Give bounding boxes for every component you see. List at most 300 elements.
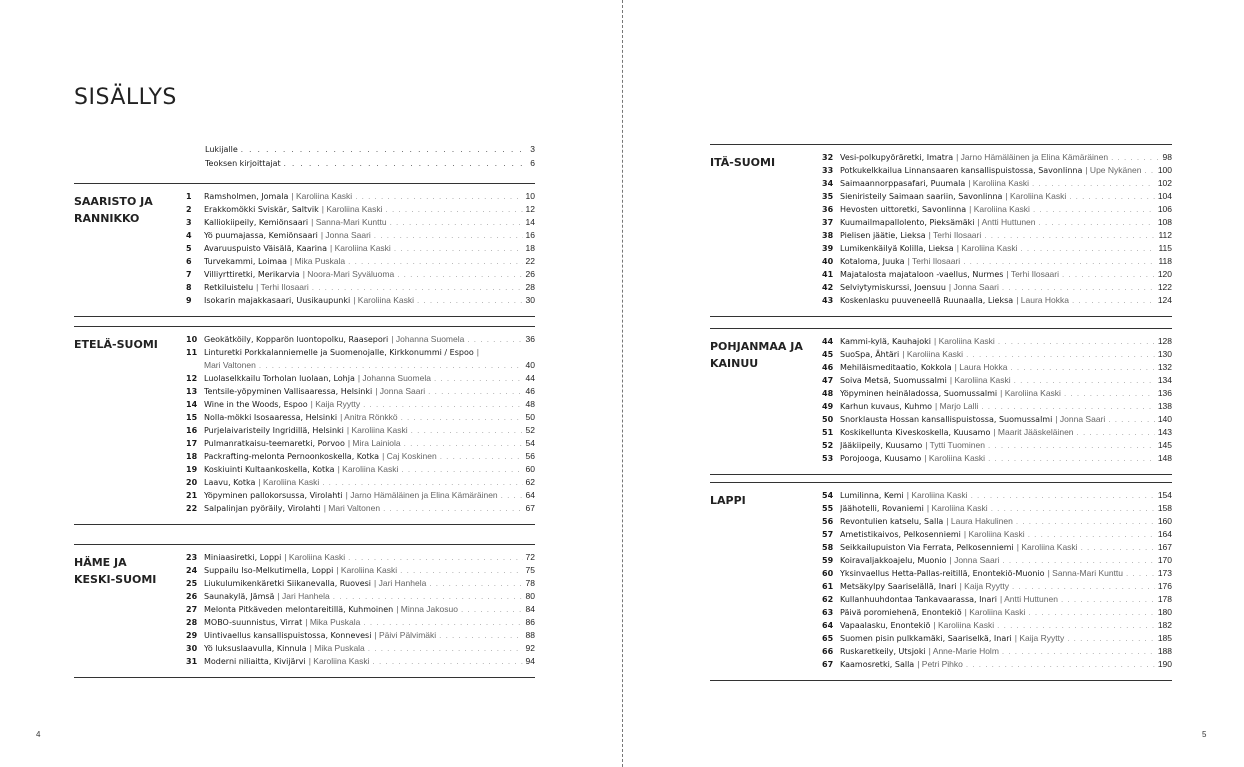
entry-title: MOBO-suunnistus, Virrat [204, 618, 303, 627]
toc-entry[interactable] [822, 229, 1172, 242]
entry-page: 86 [525, 617, 535, 627]
entry-number: 36 [822, 205, 834, 214]
entry-number: 31 [186, 657, 198, 666]
toc-entry[interactable] [186, 359, 535, 372]
entry-page: 104 [1157, 191, 1172, 201]
entry-title: Porojooga, Kuusamo [840, 454, 922, 463]
toc-entry[interactable] [186, 372, 535, 385]
intro-list [205, 142, 535, 170]
section-rule [74, 524, 535, 525]
entry-number: 8 [186, 283, 192, 292]
entry-title: Ruskaretkeily, Utsjoki [840, 647, 926, 656]
entry-author: | Karoliina Kaski [1005, 191, 1067, 201]
entry-page: 145 [1157, 440, 1172, 450]
entry-page: 88 [525, 630, 535, 640]
entry-page: 78 [525, 578, 535, 588]
section-title: ETELÄ-SUOMI [74, 338, 158, 351]
entry-page: 30 [525, 295, 535, 305]
toc-entry[interactable] [822, 567, 1172, 580]
entry-author: | Anitra Rönkkö [340, 412, 398, 422]
entry-title: Saimaannorppasafari, Puumala [840, 179, 966, 188]
entry-number: 11 [186, 348, 198, 357]
toc-entry[interactable] [186, 603, 535, 616]
entry-title: Avaruuspuisto Väisälä, Kaarina [204, 244, 328, 253]
toc-entry[interactable] [822, 426, 1172, 439]
entry-page: 176 [1157, 581, 1172, 591]
entry-number: 51 [822, 428, 834, 437]
entry-number: 49 [822, 402, 834, 411]
toc-entry[interactable] [822, 645, 1172, 658]
entry-number: 54 [822, 491, 834, 500]
entry-number: 44 [822, 337, 834, 346]
entry-title: Snorklausta Hossan kansallispuistossa, Suomussalmi [840, 415, 1053, 424]
entry-author: | Karoliina Kaski [933, 620, 995, 630]
toc-entry[interactable] [822, 413, 1172, 426]
entry-author: | Karoliina Kaski [902, 349, 964, 359]
entry-page: 67 [525, 503, 535, 513]
toc-entry[interactable] [822, 580, 1172, 593]
entry-author: | Karoliina Kaski [906, 490, 968, 500]
toc-entry[interactable] [186, 411, 535, 424]
entry-page: 102 [1157, 178, 1172, 188]
toc-entry[interactable] [822, 348, 1172, 361]
entry-page: 48 [525, 399, 535, 409]
entry-page: 46 [525, 386, 535, 396]
entry-page: 138 [1157, 401, 1172, 411]
toc-entry[interactable] [186, 655, 535, 668]
entry-author: | Karoliina Kaski [934, 336, 995, 346]
entry-number: 25 [186, 579, 198, 588]
entry-title: Isokarin majakkasaari, Uusikaupunki [204, 296, 351, 305]
entry-author: | Antti Huttunen [999, 594, 1058, 604]
toc-entry[interactable] [186, 463, 535, 476]
entry-author: | Terhi Ilosaari [907, 256, 961, 266]
toc-entry[interactable] [186, 385, 535, 398]
entry-title: Villiyrttiretki, Merikarvia [204, 270, 300, 279]
entry-title: Kammi-kylä, Kauhajoki [840, 337, 932, 346]
entry-author: | Kaija Ryytty [310, 399, 361, 409]
entry-author: | Jonna Saari [320, 230, 371, 240]
entry-author: | Sanna-Mari Kunttu [311, 217, 387, 227]
toc-entry[interactable] [822, 177, 1172, 190]
entry-number: 34 [822, 179, 834, 188]
entry-page: 75 [525, 565, 535, 575]
entry-author: | Caj Koskinen [382, 451, 437, 461]
entry-page: 52 [525, 425, 535, 435]
entry-author: | Jari Hanhela [277, 591, 330, 601]
toc-entry[interactable] [186, 203, 535, 216]
toc-entry[interactable] [822, 658, 1172, 671]
entry-page: 154 [1157, 490, 1172, 500]
toc-entry[interactable] [822, 387, 1172, 400]
entry-page: 143 [1157, 427, 1172, 437]
entry-title: Miniaasiretki, Loppi [204, 553, 282, 562]
entry-author: | Marjo Lalli [935, 401, 979, 411]
toc-entry[interactable] [822, 593, 1172, 606]
toc-entry[interactable] [822, 294, 1172, 307]
entry-page: 128 [1157, 336, 1172, 346]
entry-title: Revontulien katselu, Salla [840, 517, 944, 526]
entry-page: 94 [525, 656, 535, 666]
toc-entry[interactable] [186, 577, 535, 590]
entry-page: 40 [525, 360, 535, 370]
entry-author: | Jari Hanhela [374, 578, 427, 588]
page-number-right: 5 [1202, 730, 1207, 739]
toc-entry[interactable] [186, 629, 535, 642]
toc-entry[interactable] [822, 190, 1172, 203]
entry-number: 10 [186, 335, 198, 344]
entry-page: 54 [525, 438, 535, 448]
toc-entry[interactable] [822, 515, 1172, 528]
entry-title: Pulmanratkaisu-teemaretki, Porvoo [204, 439, 345, 448]
entry-title: Lumilinna, Kemi [840, 491, 904, 500]
entry-number: 17 [186, 439, 198, 448]
entry-title: Purjelaivaristeily Ingridillä, Helsinki [204, 426, 344, 435]
entry-title: Kuumailmapallolento, Pieksämäki [840, 218, 975, 227]
entry-page: 122 [1157, 282, 1172, 292]
entry-page: 44 [525, 373, 535, 383]
entry-author: | Jonna Saari [375, 386, 426, 396]
entry-page: 3 [530, 144, 535, 154]
entry-title: Mehiläismeditaatio, Kokkola [840, 363, 952, 372]
entry-number: 60 [822, 569, 834, 578]
entry-title: Vapaalasku, Enontekiö [840, 621, 931, 630]
entry-number: 40 [822, 257, 834, 266]
entry-page: 136 [1157, 388, 1172, 398]
entry-page: 18 [525, 243, 535, 253]
section-rule [710, 680, 1172, 681]
toc-section [710, 144, 1172, 317]
entry-author: | Karoliina Kaski [330, 243, 391, 253]
entry-page: 170 [1157, 555, 1172, 565]
entry-number: 46 [822, 363, 834, 372]
entry-page: 84 [525, 604, 535, 614]
entry-page: 106 [1157, 204, 1172, 214]
entry-title: Nolla-mökki Isosaaressa, Helsinki [204, 413, 338, 422]
entry-author: | Tytti Tuominen [925, 440, 985, 450]
entry-title: Jäähotelli, Rovaniemi [840, 504, 924, 513]
entry-author: | Terhi Ilosaari [256, 282, 309, 292]
section-title: LAPPI [710, 494, 746, 507]
entry-page: 6 [530, 158, 535, 168]
toc-entry[interactable] [186, 216, 535, 229]
entry-title: Kullanhuuhdontaa Tankavaarassa, Inari [840, 595, 997, 604]
entry-page: 28 [525, 282, 535, 292]
toc-entry[interactable] [822, 606, 1172, 619]
entry-author: | Mika Puskala [290, 256, 346, 266]
entry-author: | Karoliina Kaski [968, 178, 1030, 188]
toc-entry[interactable] [186, 450, 535, 463]
entry-author: | Laura Hokka [954, 362, 1008, 372]
entry-number: 57 [822, 530, 834, 539]
entry-number: 19 [186, 465, 198, 474]
entry-number: 62 [822, 595, 834, 604]
entry-title: Hevosten uittoretki, Savonlinna [840, 205, 967, 214]
entry-page: 98 [1162, 152, 1172, 162]
entry-title: Suomen pisin pulkkamäki, Saariselkä, Inari [840, 634, 1012, 643]
section-rule [710, 474, 1172, 475]
section-rule [74, 316, 535, 317]
entry-title: Koskikellunta Kiveskoskella, Kuusamo [840, 428, 991, 437]
toc-entry[interactable] [186, 242, 535, 255]
entry-page: 148 [1157, 453, 1172, 463]
entry-number: 18 [186, 452, 198, 461]
toc-entry[interactable] [822, 374, 1172, 387]
entry-title: Moderni niliaitta, Kivijärvi [204, 657, 306, 666]
entry-title: Yöpyminen heinäladossa, Suomussalmi [840, 389, 998, 398]
toc-entry[interactable] [822, 164, 1172, 177]
page-number-left: 4 [36, 730, 41, 739]
toc-entry[interactable] [822, 632, 1172, 645]
toc-entry[interactable] [186, 281, 535, 294]
entry-number: 42 [822, 283, 834, 292]
toc-entry[interactable] [822, 268, 1172, 281]
toc-entry[interactable] [186, 333, 535, 346]
section-title: POHJANMAA JA KAINUU [710, 340, 803, 370]
entry-number: 35 [822, 192, 834, 201]
entry-number: 6 [186, 257, 192, 266]
toc-entry[interactable] [186, 551, 535, 564]
entry-author: | Karoliina Kaski [924, 453, 986, 463]
toc-entry[interactable] [822, 528, 1172, 541]
toc-entry[interactable] [822, 255, 1172, 268]
entry-title: Kaamosretki, Salla [840, 660, 915, 669]
entry-page: 115 [1158, 243, 1172, 253]
entry-page: 60 [525, 464, 535, 474]
entry-title: Jääkiipeily, Kuusamo [840, 441, 923, 450]
toc-entry[interactable]: 11 Linturetki Porkkalanniemelle ja Suomenojalle, Kirkkonummi / Espoo | [186, 347, 479, 357]
entry-title: Seikkailupuiston Via Ferrata, Pelkosenniemi [840, 543, 1014, 552]
toc-entry[interactable] [186, 489, 535, 502]
entry-number: 66 [822, 647, 834, 656]
toc-entry[interactable] [186, 564, 535, 577]
entry-title: Soiva Metsä, Suomussalmi [840, 376, 947, 385]
entry-author: | Karoliina Kaski [949, 375, 1011, 385]
section-title: HÄME JA KESKI-SUOMI [74, 556, 157, 586]
entry-number: 16 [186, 426, 198, 435]
entry-author: | Jarno Hämäläinen ja Elina Kämäräinen [956, 152, 1109, 162]
toc-entry[interactable] [822, 216, 1172, 229]
entry-title: Selviytymiskurssi, Joensuu [840, 283, 946, 292]
entry-page: 80 [525, 591, 535, 601]
entry-number: 13 [186, 387, 198, 396]
entry-title: Kotaloma, Juuka [840, 257, 905, 266]
spread-divider [622, 0, 623, 767]
toc-entry[interactable] [186, 642, 535, 655]
entry-title: Uintivaellus kansallispuistossa, Konnevesi [204, 631, 372, 640]
entry-number: 47 [822, 376, 834, 385]
entry-list [822, 151, 1172, 307]
entry-title: Wine in the Woods, Espoo [204, 400, 308, 409]
entry-title: Liukulumikenkäretki Siikanevalla, Ruovesi [204, 579, 372, 588]
entry-author: | Maarit Jääskeläinen [993, 427, 1074, 437]
entry-page: 124 [1157, 295, 1172, 305]
entry-author: | Karoliina Kaski [336, 565, 398, 575]
entry-number: 9 [186, 296, 192, 305]
entry-title: Geokätköily, Kopparön luontopolku, Raasepori [204, 335, 389, 344]
entry-number: 56 [822, 517, 834, 526]
toc-entry[interactable] [822, 489, 1172, 502]
entry-title: SuoSpa, Ähtäri [840, 350, 900, 359]
entry-title: Sieniristeily Saimaan saariin, Savonlinna [840, 192, 1003, 201]
entry-author: | Mari Valtonen [323, 503, 381, 513]
entry-page: 130 [1157, 349, 1172, 359]
entry-author: | Laura Hokka [1016, 295, 1069, 305]
toc-entry[interactable] [822, 151, 1172, 164]
toc-entry[interactable] [822, 554, 1172, 567]
toc-entry[interactable] [186, 476, 535, 489]
entry-number: 65 [822, 634, 834, 643]
entry-author: | Minna Jakosuo [396, 604, 458, 614]
entry-number: 67 [822, 660, 834, 669]
toc-entry[interactable] [822, 541, 1172, 554]
entry-author: | Karoliina Kaski [353, 295, 415, 305]
toc-entry[interactable] [822, 361, 1172, 374]
entry-number: 26 [186, 592, 198, 601]
entry-author: | Jarno Hämäläinen ja Elina Kämäräinen [345, 490, 498, 500]
entry-number: 15 [186, 413, 198, 422]
entry-number: 33 [822, 166, 834, 175]
entry-page: 173 [1157, 568, 1172, 578]
entry-page: 14 [525, 217, 535, 227]
entry-number: 23 [186, 553, 198, 562]
entry-title: Yksinvaellus Hetta-Pallas-reitillä, Enontekiö-Muonio [840, 569, 1045, 578]
entry-page: 64 [525, 490, 535, 500]
entry-title: Luolaselkkailu Torholan luolaan, Lohja [204, 374, 355, 383]
entry-number: 20 [186, 478, 198, 487]
entry-page: 182 [1157, 620, 1172, 630]
entry-number: 58 [822, 543, 834, 552]
entry-number: 32 [822, 153, 834, 162]
toc-entry[interactable] [186, 294, 535, 307]
entry-author: | Mika Puskala [309, 643, 365, 653]
entry-number: 41 [822, 270, 834, 279]
entry-title: Teoksen kirjoittajat [205, 159, 281, 168]
entry-author: | Karoliina Kaski [969, 204, 1030, 214]
toc-entry[interactable] [186, 398, 535, 411]
entry-number: 55 [822, 504, 834, 513]
entry-title: Metsäkylpy Saariselällä, Inari [840, 582, 957, 591]
entry-number: 21 [186, 491, 198, 500]
entry-page: 178 [1157, 594, 1172, 604]
entry-author: | Karoliina Kaski [321, 204, 383, 214]
entry-page: 100 [1157, 165, 1172, 175]
entry-page: 118 [1158, 256, 1172, 266]
toc-entry[interactable] [822, 400, 1172, 413]
toc-entry[interactable] [822, 281, 1172, 294]
entry-page: 160 [1157, 516, 1172, 526]
toc-entry[interactable] [186, 229, 535, 242]
toc-entry[interactable] [822, 452, 1172, 465]
toc-entry[interactable] [186, 616, 535, 629]
entry-number: 39 [822, 244, 834, 253]
entry-title: Majatalosta majataloon -vaellus, Nurmes [840, 270, 1004, 279]
toc-entry[interactable] [186, 590, 535, 603]
entry-page: 158 [1157, 503, 1172, 513]
entry-title: Koskenlasku puuveneellä Ruunaalla, Lieksa [840, 296, 1014, 305]
toc-entry[interactable] [186, 255, 535, 268]
entry-title: Yö puumajassa, Kemiönsaari [204, 231, 318, 240]
toc-entry[interactable] [186, 190, 535, 203]
entry-author: | Karoliina Kaski [284, 552, 346, 562]
entry-page: 180 [1157, 607, 1172, 617]
entry-title: Vesi-polkupyöräretki, Imatra [840, 153, 954, 162]
entry-number: 61 [822, 582, 834, 591]
entry-number: 29 [186, 631, 198, 640]
entry-number: 7 [186, 270, 192, 279]
entry-number: 38 [822, 231, 834, 240]
entry-number: 3 [186, 218, 192, 227]
entry-author: | Karoliina Kaski [964, 607, 1026, 617]
entry-number: 43 [822, 296, 834, 305]
section-rule [710, 316, 1172, 317]
entry-number: 1 [186, 192, 192, 201]
entry-number: 4 [186, 231, 192, 240]
entry-author: | Karoliina Kaski [926, 503, 988, 513]
entry-number: 48 [822, 389, 834, 398]
toc-entry[interactable] [186, 268, 535, 281]
entry-number: 45 [822, 350, 834, 359]
entry-number: 63 [822, 608, 834, 617]
entry-author: | Noora-Mari Syväluoma [302, 269, 395, 279]
entry-page: 167 [1157, 542, 1172, 552]
toc-entry[interactable] [822, 335, 1172, 348]
toc-entry[interactable] [822, 502, 1172, 515]
toc-section [74, 183, 535, 317]
entry-number: 37 [822, 218, 834, 227]
entry-title: Päivä poromiehenä, Enontekiö [840, 608, 962, 617]
toc-entry[interactable] [822, 619, 1172, 632]
entry-page: 185 [1157, 633, 1172, 643]
entry-page: 26 [525, 269, 535, 279]
entry-author: | Karoliina Kaski [1016, 542, 1078, 552]
entry-number: 14 [186, 400, 198, 409]
entry-list [822, 335, 1172, 465]
entry-number: 30 [186, 644, 198, 653]
entry-title: Retkiluistelu [204, 283, 254, 292]
entry-author: | Karoliina Kaski [1000, 388, 1061, 398]
entry-author: | Johanna Suomela [357, 373, 431, 383]
entry-number: 2 [186, 205, 192, 214]
entry-author: | Karoliina Kaski [291, 191, 353, 201]
entry-title: Yö luksuslaavulla, Kinnula [204, 644, 307, 653]
entry-title: Linturetki Porkkalanniemelle ja Suomenojalle, Kirkkonummi / Espoo [204, 348, 474, 357]
entry-author: | Jonna Saari [1055, 414, 1106, 424]
toc-entry[interactable] [186, 437, 535, 450]
toc-entry[interactable] [186, 502, 535, 515]
entry-title: Turvekammi, Loimaa [204, 257, 288, 266]
entry-page: 134 [1157, 375, 1172, 385]
page-title: SISÄLLYS [74, 84, 177, 110]
entry-author: | Upe Nykänen [1085, 165, 1142, 175]
entry-author: | Jonna Saari [948, 282, 999, 292]
toc-entry[interactable] [822, 203, 1172, 216]
entry-title: Ametistikaivos, Pelkosenniemi [840, 530, 961, 539]
toc-entry[interactable] [186, 424, 535, 437]
intro-row [205, 142, 535, 156]
entry-title: Laavu, Kotka [204, 478, 256, 487]
toc-entry[interactable] [822, 242, 1172, 255]
toc-entry[interactable] [822, 439, 1172, 452]
entry-title: Lukijalle [205, 145, 238, 154]
entry-title: Ramsholmen, Jomala [204, 192, 289, 201]
entry-number: 53 [822, 454, 834, 463]
entry-title: Koskiuinti Kultaankoskella, Kotka [204, 465, 335, 474]
intro-row [205, 156, 535, 170]
entry-number: 52 [822, 441, 834, 450]
entry-author: | Kaija Ryytty [1014, 633, 1065, 643]
entry-title: Saunakylä, Jämsä [204, 592, 275, 601]
